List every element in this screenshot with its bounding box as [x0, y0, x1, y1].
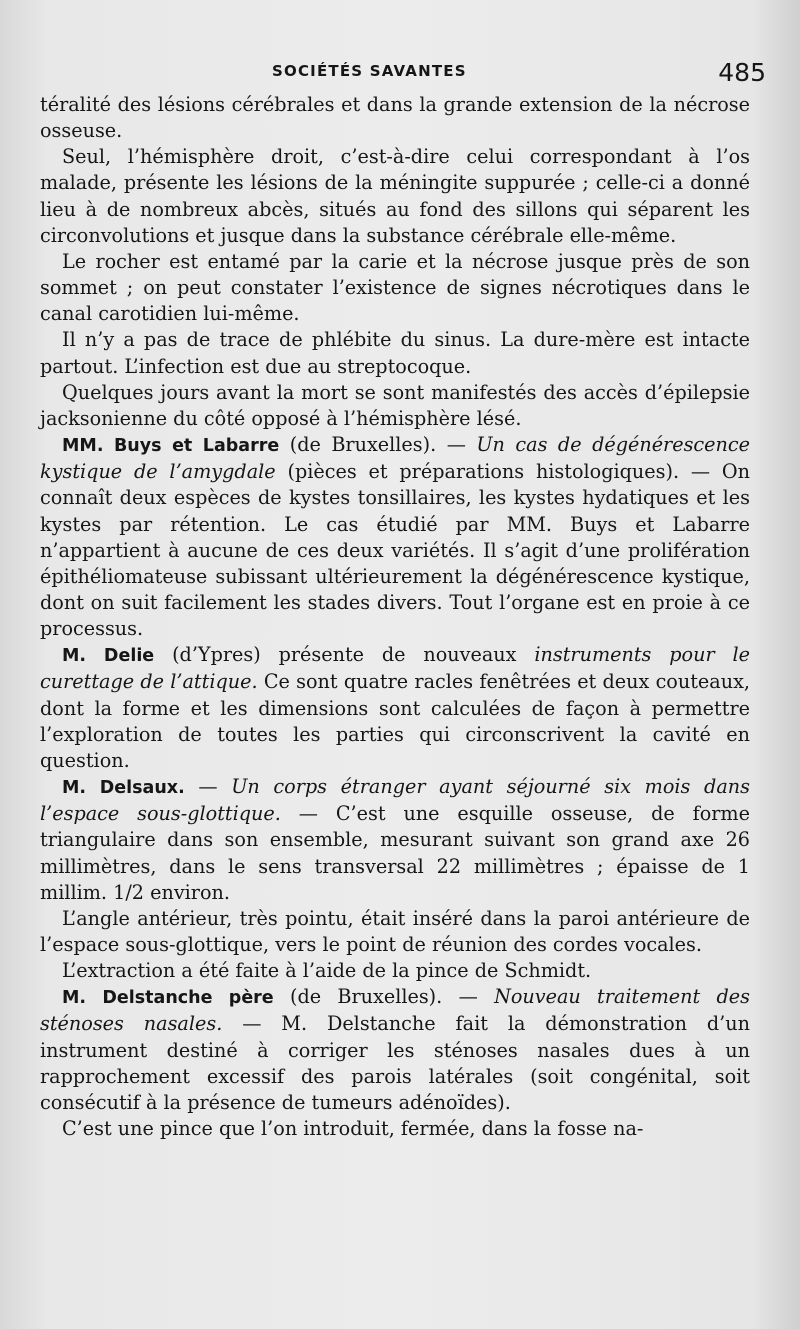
entry-buys-labarre	[40, 432, 750, 642]
paragraph-extraction	[40, 958, 750, 984]
entry-delstanche	[40, 984, 750, 1116]
entry-delie	[40, 642, 750, 774]
work-title: Un cas de dégénérescence kystique de l’amygdale	[40, 433, 750, 484]
paragraph-text: (pièces et préparations histologiques). — On connaît deux espèces de kystes tonsillaires, les kystes hydatiques et les kystes par rétention. Le cas étudié par MM. Buys et Labarre n’appartient à aucune de ces deux variétés. Il s’agit d’une prolifération épithéliomateuse subissant ultérieurement la dégénérescence kystique, dont on suit facilement les stades divers. Tout l’organe est en proie à ce processus.	[40, 460, 750, 641]
speaker-affiliation: (d’Ypres) présente de nouveaux	[172, 643, 517, 667]
paragraph-epilepsy	[40, 380, 750, 432]
paragraph-text: Le rocher est entamé par la carie et la nécrose jusque près de son sommet ; on peut constater l’existence de signes nécrotiques dans le canal carotidien lui-même.	[40, 249, 750, 326]
speaker-name: M. Delstanche père	[62, 988, 274, 1009]
paragraph-text: — M. Delstanche fait la démonstration d’un instrument destiné à corriger les sténoses nasales dues à un rapprochement excessif des parois latérales (soit congénital, soit consécutif à la présence de tumeurs adénoïdes).	[40, 1012, 750, 1114]
speaker-affiliation: (de Bruxelles). —	[289, 985, 478, 1009]
paragraph-text: L’angle antérieur, très pointu, était inséré dans la paroi antérieure de l’espace sous-glottique, vers le point de réunion des cordes vocales.	[40, 906, 750, 956]
paragraph-text: L’extraction a été faite à l’aide de la pince de Schmidt.	[62, 959, 592, 983]
paragraph-text: Ce sont quatre racles fenêtrées et deux couteaux, dont la forme et les dimensions sont calculées de façon à permettre l’exploration de toutes les parties qui circonscrivent la cavité en question.	[40, 670, 751, 772]
paragraph-text: C’est une pince que l’on introduit, fermée, dans la fosse na-	[62, 1117, 644, 1141]
paragraph-text: Seul, l’hémisphère droit, c’est-à-dire celui correspondant à l’os malade, présente les lésions de la méningite suppurée ; celle-ci a donné lieu à de nombreux abcès, situés au fond des sillons qui séparent les circonvolutions et jusque dans la substance cérébrale elle-même.	[40, 145, 750, 247]
speaker-name: M. Delie	[62, 646, 155, 667]
speaker-name: MM. Buys et Labarre	[62, 436, 280, 457]
work-title: Nouveau traitement des sténoses nasales.	[40, 985, 750, 1036]
body-text	[40, 92, 750, 1142]
paragraph-angle	[40, 906, 750, 958]
speaker-affiliation: —	[198, 775, 218, 799]
paragraph-text: — C’est une esquille osseuse, de forme triangulaire dans son ensemble, mesurant suivant son grand axe 26 millimètres, dans le sens transversal 22 millimètres ; épaisse de 1 millim. 1/2 environ.	[40, 802, 750, 904]
page-header	[0, 56, 800, 86]
entry-delsaux	[40, 774, 750, 906]
work-title: instruments pour le curettage de l’attique.	[40, 643, 750, 694]
paragraph-rocher	[40, 249, 750, 327]
running-title: SOCIÉTÉS SAVANTES	[272, 62, 467, 80]
paragraph-meningitis	[40, 144, 750, 249]
page-number: 485	[718, 58, 766, 87]
paragraph-pince	[40, 1116, 750, 1142]
paragraph-sinus	[40, 327, 750, 379]
paragraph-text: Il n’y a pas de trace de phlébite du sinus. La dure-mère est intacte partout. L’infection est due au streptocoque.	[40, 328, 750, 378]
speaker-name: M. Delsaux.	[62, 778, 185, 799]
speaker-affiliation: (de Bruxelles). —	[289, 433, 466, 457]
paragraph-text: téralité des lésions cérébrales et dans la grande extension de la nécrose osseuse.	[40, 93, 750, 143]
work-title: Un corps étranger ayant séjourné six mois dans l’espace sous-glottique.	[40, 775, 750, 826]
paragraph-text: Quelques jours avant la mort se sont manifestés des accès d’épilepsie jacksonienne du côté opposé à l’hémisphère lésé.	[40, 380, 750, 430]
paragraph-continued	[40, 92, 750, 144]
